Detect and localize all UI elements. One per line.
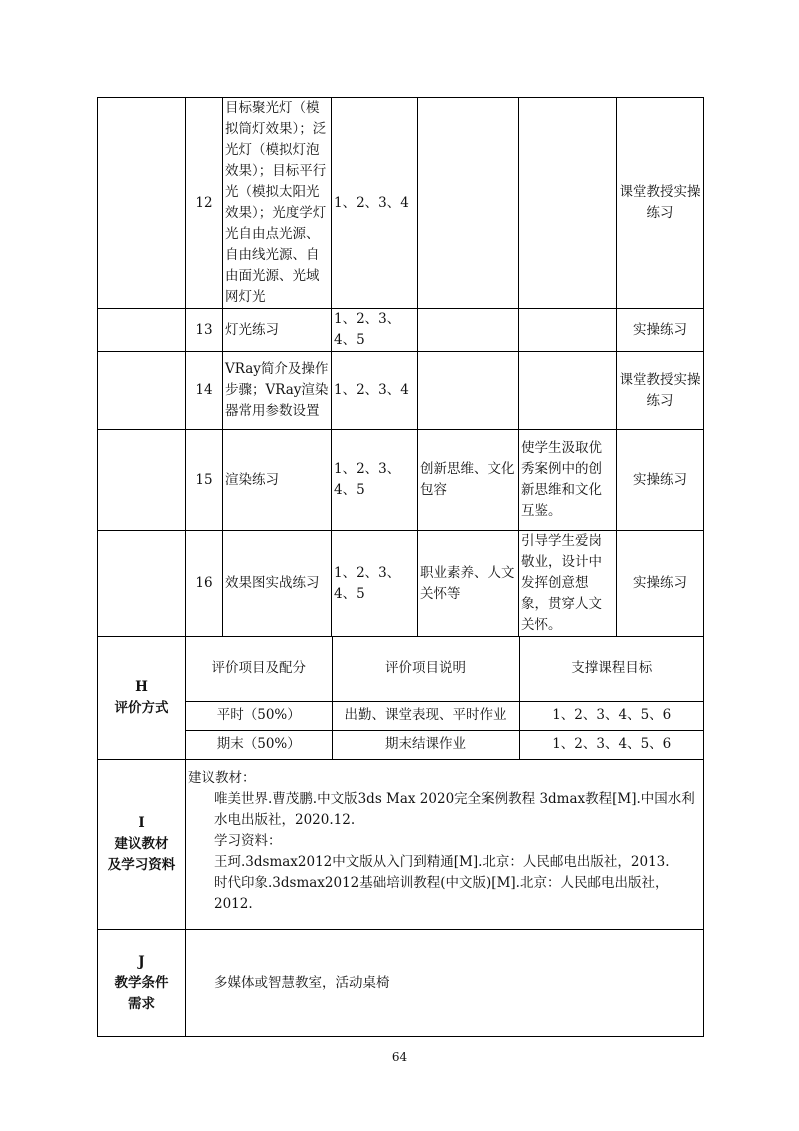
eval-header-item: 评价项目及配分 [186,637,332,701]
teaching-method: 课堂教授实操练习 [617,352,704,430]
materials-heading: 建议教材： [188,770,256,786]
section-code: I [138,815,145,831]
eval-description: 出勤、课堂表现、平时作业 [332,701,519,730]
evaluation-section [98,637,704,760]
eval-header-description: 评价项目说明 [332,637,519,701]
materials-item: 唯美世界.曹茂鹏.中文版3ds Max 2020完全案例教程 3dmax教程[M].中国水利水电出版社，2020.12. [214,791,695,828]
evaluation-header-row [186,637,704,701]
ideology-elements: 职业素养、人文关怀等 [418,531,519,637]
eval-header-goals: 支撑课程目标 [519,637,704,701]
page-number: 64 [391,1050,408,1064]
eval-goals: 1、2、3、4、5、6 [519,701,704,730]
section-code: H [135,679,148,695]
empty-cell [98,531,186,637]
teaching-method: 实操练习 [617,309,704,352]
materials-label [98,760,186,930]
course-goals: 1、2、3、4、5 [332,430,418,531]
syllabus-table [97,97,704,1037]
materials-section [98,760,704,930]
table-row [98,531,704,637]
section-title-line2: 需求 [128,995,155,1012]
course-goals: 1、2、3、4、5 [332,309,418,352]
row-number: 13 [186,309,223,352]
table-row [98,430,704,531]
section-title-line1: 建议教材 [114,836,169,852]
evaluation-table [186,637,704,759]
ideology-goals: 引导学生爱岗敬业，设计中发挥创意想象，贯穿人文关怀。 [519,531,617,637]
empty-cell [98,98,186,309]
ideology-elements [418,352,519,430]
conditions-content: 多媒体或智慧教室，活动桌椅 [186,930,704,1037]
eval-goals: 1、2、3、4、5、6 [519,730,704,759]
table-row [98,98,704,309]
row-number: 16 [186,531,223,637]
section-code: J [138,953,145,970]
ideology-elements: 创新思维、文化包容 [418,430,519,531]
table-row [98,309,704,352]
materials-item: 王珂.3dsmax2012中文版从入门到精通[M].北京：人民邮电出版社，2013. [214,854,670,870]
eval-item: 平时（50%） [186,701,332,730]
ideology-goals: 使学生汲取优秀案例中的创新思维和文化互鉴。 [519,430,617,531]
materials-subheading: 学习资料： [214,833,282,849]
row-number: 15 [186,430,223,531]
ideology-goals [519,309,617,352]
empty-cell [98,309,186,352]
evaluation-row [186,701,704,730]
ideology-goals [519,352,617,430]
teaching-method: 课堂教授实操练习 [617,98,704,309]
teaching-content: 效果图实战练习 [223,531,332,637]
empty-cell [98,352,186,430]
eval-description: 期末结课作业 [332,730,519,759]
row-number: 14 [186,352,223,430]
materials-item: 时代印象.3dsmax2012基础培训教程(中文版)[M].北京：人民邮电出版社，2012. [214,875,669,912]
course-goals: 1、2、3、4 [332,352,418,430]
teaching-content: VRay简介及操作步骤；VRay渲染器常用参数设置 [223,352,332,430]
materials-content [186,760,704,930]
ideology-elements [418,98,519,309]
section-title: 评价方式 [114,700,169,716]
teaching-method: 实操练习 [617,430,704,531]
section-title-line1: 教学条件 [114,974,169,991]
conditions-label [98,930,186,1037]
evaluation-row [186,730,704,759]
row-number: 12 [186,98,223,309]
empty-cell [98,430,186,531]
ideology-goals [519,98,617,309]
evaluation-cell [186,637,704,760]
course-goals: 1、2、3、4 [332,98,418,309]
teaching-content: 目标聚光灯（模拟筒灯效果）；泛光灯（模拟灯泡效果）；目标平行光（模拟太阳光效果）；光度学灯光自由点光源、自由线光源、自由面光源、光域网灯光 [223,98,332,309]
eval-item: 期末（50%） [186,730,332,759]
evaluation-label [98,637,186,760]
teaching-content: 渲染练习 [223,430,332,531]
conditions-section [98,930,704,1037]
teaching-method: 实操练习 [617,531,704,637]
section-title-line2: 及学习资料 [107,857,176,873]
table-row [98,352,704,430]
teaching-content: 灯光练习 [223,309,332,352]
course-goals: 1、2、3、4、5 [332,531,418,637]
ideology-elements [418,309,519,352]
